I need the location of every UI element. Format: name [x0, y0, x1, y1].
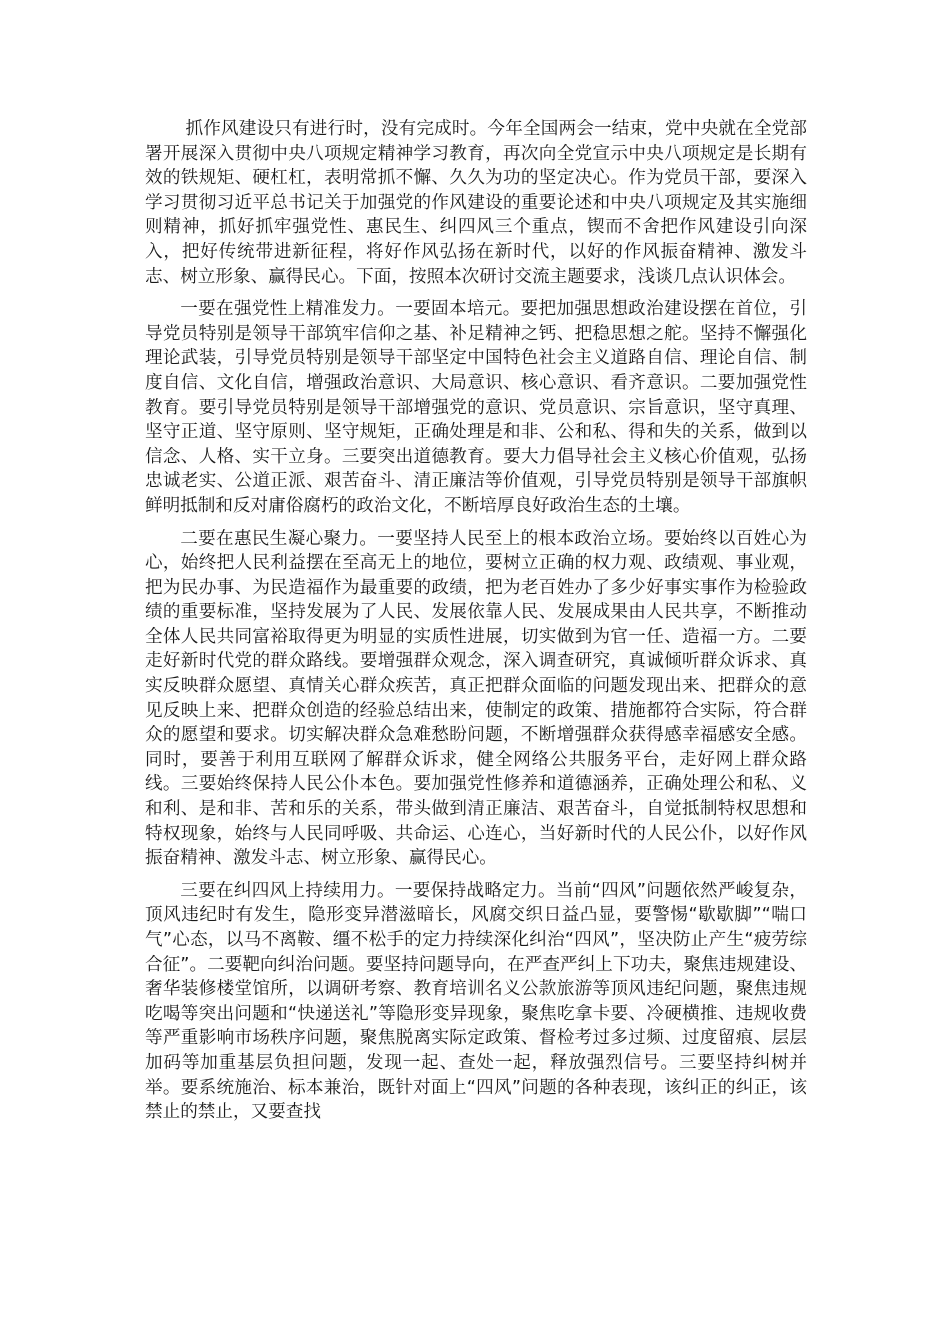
document-page — [145, 117, 807, 1133]
paragraph-four-winds: 三要在纠四风上持续用力。一要保持战略定力。当前“四风”问题依然严峻复杂，顶风违纪时有发生，隐形变异潜滋暗长，风腐交织日益凸显，要警惕“歇歇脚”“喘口气”心态，以马不离鞍、缰不松手的定力持续深化纠治“四风”，坚决防止产生“疲劳综合征”。二要靶向纠治问题。要坚持问题导向，在严查严纠上下功夫，聚焦违规建设、奢华装修楼堂馆所，以调研考察、教育培训名义公款旅游等顶风违纪问题，聚焦违规吃喝等突出问题和“快递送礼”等隐形变异现象，聚焦吃拿卡要、冷硬横推、违规收费等严重影响市场秩序问题，聚焦脱离实际定政策、督检考过多过频、过度留痕、层层加码等加重基层负担问题，发现一起、查处一起，释放强烈信号。三要坚持纠树并举。要系统施治、标本兼治，既针对面上“四风”问题的各种表现，该纠正的纠正，该禁止的禁止，又要查找 — [145, 880, 807, 1123]
paragraph-livelihood: 二要在惠民生凝心聚力。一要坚持人民至上的根本政治立场。要始终以百姓心为心，始终把人民利益摆在至高无上的地位，要树立正确的权力观、政绩观、事业观，把为民办事、为民造福作为最重要的政绩，把为老百姓办了多少好事实事作为检验政绩的重要标准，坚持发展为了人民、发展依靠人民、发展成果由人民共享，不断推动全体人民共同富裕取得更为明显的实质性进展，切实做到为官一任、造福一方。二要走好新时代党的群众路线。要增强群众观念，深入调查研究，真诚倾听群众诉求、真实反映群众愿望、真情关心群众疾苦，真正把群众面临的问题发现出来、把群众的意见反映上来、把群众创造的经验总结出来，使制定的政策、措施都符合实际，符合群众的愿望和要求。切实解决群众急难愁盼问题，不断增强群众获得感幸福感安全感。同时，要善于利用互联网了解群众诉求，健全网络公共服务平台，走好网上群众路线。三要始终保持人民公仆本色。要加强党性修养和道德涵养，正确处理公和私、义和利、是和非、苦和乐的关系，带头做到清正廉洁、艰苦奋斗，自觉抵制特权思想和特权现象，始终与人民同呼吸、共命运、心连心，当好新时代的人民公仆，以好作风振奋精神、激发斗志、树立形象、赢得民心。 — [145, 528, 807, 869]
paragraph-intro: 抓作风建设只有进行时，没有完成时。今年全国两会一结束，党中央就在全党部署开展深入贯彻中央八项规定精神学习教育，再次向全党宣示中央八项规定是长期有效的铁规矩、硬杠杠，表明常抓不懈、久久为功的坚定决心。作为党员干部，要深入学习贯彻习近平总书记关于加强党的作风建设的重要论述和中央八项规定及其实施细则精神，抓好抓牢强党性、惠民生、纠四风三个重点，锲而不舍把作风建设引向深入，把好传统带进新征程，将好作风弘扬在新时代，以好的作风振奋精神、激发斗志、树立形象、赢得民心。下面，按照本次研讨交流主题要求，浅谈几点认识体会。 — [145, 119, 807, 287]
paragraph-party-spirit: 一要在强党性上精准发力。一要固本培元。要把加强思想政治建设摆在首位，引导党员特别是领导干部筑牢信仰之基、补足精神之钙、把稳思想之舵。坚持不懈强化理论武装，引导党员特别是领导干部坚定中国特色社会主义道路自信、理论自信、制度自信、文化自信，增强政治意识、大局意识、核心意识、看齐意识。二要加强党性教育。要引导党员特别是领导干部增强党的意识、党员意识、宗旨意识，坚守真理、坚守正道、坚守原则、坚守规矩，正确处理是和非、公和私、得和失的关系，做到以信念、人格、实干立身。三要突出道德教育。要大力倡导社会主义核心价值观，弘扬忠诚老实、公道正派、艰苦奋斗、清正廉洁等价值观，引导党员特别是领导干部旗帜鲜明抵制和反对庸俗腐朽的政治文化，不断培厚良好政治生态的土壤。 — [145, 299, 807, 516]
